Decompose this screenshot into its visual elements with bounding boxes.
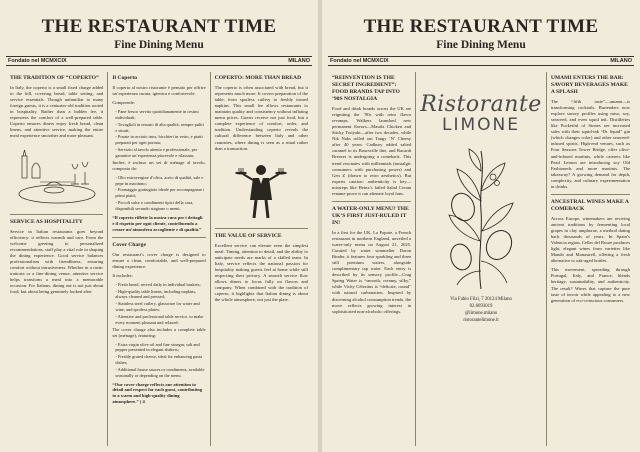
left-page: [0, 0, 318, 452]
list-item: - Posate in acciaio inox, bicchieri in vetro, e piatti preparati per ogni portata;: [115, 134, 203, 146]
article-heading: THE VALUE OF SERVICE: [214, 232, 282, 239]
article-heading: Il Coperto: [112, 75, 138, 81]
article-text: Food and drink brands across the UK are reigniting the ’90s with retro flavor revamps. Walkers launched new permanent flavors—Masala Chicken and Sticky Teriyaki—after two decades, while Nik Naks rolled out Tangy ’N’ Cheesy after 40 years. Cadbury added salted caramel to its Boursville line, and Bacardi Breezer is undergoing a comeback. This trend resonates with millennials (nostalgic consumers with purchasing power) and Gen Z (drawn to retro aesthetics). But experts caution: authenticity is key—missteps like Heinz’s failed Salad Cream rename prove it can alienate loyal fans.: [332, 105, 412, 196]
article-heading: THE TRADITION OF “COPERTO”: [10, 75, 99, 81]
city-label: MILANO: [610, 58, 632, 64]
right-column-2: [415, 72, 546, 446]
list-item: - Attentive and professional table service, to make every moment pleasant and relaxed;: [115, 313, 204, 325]
left-column-2: [107, 72, 209, 446]
masthead-bar: [328, 56, 634, 66]
masthead-subtitle: Fine Dining Menu: [114, 39, 204, 51]
divider: [215, 228, 308, 229]
list-item: - Fresh bread, served daily in individual baskets;: [115, 281, 201, 287]
list-item: - Piccoli salse o condimenti tipici della casa, disponibili secondo stagione o menù.: [115, 200, 194, 211]
masthead-bar: [6, 56, 312, 66]
article-heading: UMAMI ENTERS THE BAR: SAVORY BEVERAGES MAKE A SPLASH: [550, 75, 628, 95]
article-text: This movement, spreading through Portugal, Italy, and France, blends heritage, sustainability, and authenticity. The result? Wines that capture the pure taste of terroir while appealing to a new generation of eco-conscious consumers.: [550, 267, 631, 303]
divider: [332, 201, 411, 202]
lemon-branch-illustration: [437, 141, 525, 291]
list-item: - Stainless steel cutlery, glassware for water and wine, and spotless plates;: [115, 301, 200, 313]
social-handle: @limone.milano: [464, 310, 498, 316]
masthead-subtitle: Fine Dining Menu: [436, 39, 526, 51]
list-item: - High-quality table linens, including napkins, always cleaned and pressed;: [115, 288, 197, 300]
right-column-3: [546, 72, 634, 446]
left-column-3: [210, 72, 312, 446]
article-text: Comprende:: [112, 100, 136, 106]
list-item: - Servizio al tavolo attento e professionale, per garantire un’esperienza piacevole e rilassata;: [115, 147, 198, 158]
article-text: It includes:: [112, 272, 133, 278]
article-text: The coperto is often associated with bread, but it represents much more. It covers preparation of the table, from spotless cutlery to freshly ironed napkins. This small fee allows restaurants to maintain quality and consistency without inflating menu prices. Guests receive not just food, but a complete experience of comfort, order, and tradition. Understanding coperto reveals the cultural difference between Italy and other countries, where dining is seen as a ritual rather than a transaction.: [214, 84, 308, 151]
left-column-1: [6, 72, 107, 446]
website-link: ristorantelimone.it: [463, 317, 499, 323]
right-column-1: [328, 72, 415, 446]
list-item: - Olio extravergine d’oliva, aceto di qualità, sale e pepe in macinino;: [115, 174, 204, 186]
article-text: Across Europe, winemakers are reviving ancient traditions by fermenting local grapes in clay amphorae, a method dating back thousands of years. In Spain’s Valencia region, Celler del Roure produces light, elegant wines from varieties like Mandó and Monastrell, offering a fresh alternative to oak-aged bottles.: [550, 215, 631, 264]
logo-script-text: Ristorante: [420, 92, 542, 117]
list-item: - Tovaglioli in tessuto di alta qualità, sempre puliti e stirati;: [115, 121, 204, 133]
article-heading: “REINVENTION IS THE SECRET INGREDIENT”: FOOD BRANDS TAP INTO ’90S NOSTALGIA: [332, 75, 400, 102]
list-item: - Extra virgin olive oil and fine vinegar, salt and pepper presented in elegant shakers;: [115, 341, 200, 353]
divider: [551, 194, 630, 195]
masthead-title: THE RESTAURANT TIME: [41, 16, 277, 37]
quote-text: “Il coperto riflette la nostra cura per i dettagli e il rispetto per ogni cliente, contribuendo a creare un’atmosfera accogliente e di qualità.”: [112, 214, 203, 232]
masthead-title: THE RESTAURANT TIME: [363, 16, 599, 37]
address-block: [420, 297, 542, 325]
left-columns: [6, 72, 312, 446]
founded-label: Fondato nel MCMXCIX: [8, 58, 67, 64]
waiter-illustration: [231, 158, 291, 222]
article-heading: COPERTO: MORE THAN BREAD: [214, 75, 302, 81]
article-heading: A WATER-ONLY MENU? THE UK’S FIRST JUST-RULED IT IN!: [332, 205, 409, 226]
founded-label: Fondato nel MCMXCIX: [330, 58, 389, 64]
logo-caps-text: LIMONE: [442, 115, 520, 135]
article-text: In Italy, the coperto is a small fixed charge added to the bill, covering bread, table setting, and service essentials. Though unfamiliar to many foreign guests, it is a centuries-old tradition rooted in hospitality. Rather than a hidden fee, it represents the comfort of a well-prepared table. Coperto ensures diners enjoy fresh bread, clean linens, and attentive service, making the entire meal experience smoother and more pleasant.: [10, 84, 104, 139]
table-setting-illustration: [16, 146, 98, 208]
list-item: - Formaggio grattugiato ideale per accompagnare i primi piatti;: [115, 187, 205, 199]
article-heading: ANCESTRAL WINES MAKE A COMEBACK: [550, 198, 629, 212]
right-columns: [328, 72, 634, 446]
article-text: In a first for the UK, La Popote, a French restaurant in northern England, unveiled a water-only menu on August 21, 2025. Curated by water sommelier Doron Binder, it features four sparkling and three still premium waters, alongside complimentary tap water. Each entry is described by its sensory profile—Crag Spring Water is “smooth, creamy, silky,” while Vichy Célestins is “delicate, round” with natural carbonation. Inspired by discerning alcohol consumption trends, the move reflects growing interest in sophisticated non-alcoholic offerings.: [332, 229, 412, 314]
address-line: Via Fabio Filzi, 7 20124 Milano: [450, 297, 512, 302]
article-text: Service in Italian restaurants goes beyond efficiency: it reflects warmth and care. From the welcome greeting to personalized recommendations, staff play a vital role in shaping the dining experience. Good service balances professionalism with friendliness, ensuring comfort without intrusiveness. Whether in a rustic trattoria or a fine-dining venue, attentive service helps transform a meal into a memorable occasion. For Italians, dining out is not just about food, but about being genuinely looked after.: [10, 228, 104, 295]
article-text: The “fifth taste”—umami—is transforming cocktails. Bartenders now explore savory profiles using miso, soy, seaweed, and even squid ink. Distilleries like Pocketful of Stones see increased sales with their squid-ink “Dr Squid” gin (which changes color) and other seaweed-infused spirits. High-end venues, such as Four Seasons Tower Bridge, offer olive-and-infused martinis, while caterers like Pearl Lemon are introducing soy Old Fashioneds and more martinis. The takeaway? A growing demand for depth, complexity, and culinary experimentation in drinks.: [550, 98, 631, 189]
list-item: - Additional house sauces or condiments, available seasonally or depending on the menu.: [115, 366, 205, 378]
article-heading: Cover Charge: [112, 241, 146, 248]
article-text: Our restaurant’s cover charge is designed to ensure a clean, comfortable, and well-prepared dining experience.: [112, 251, 206, 269]
quote-text: “Our cover charge reflects our attention to detail and respect for each guest, contributing to a warm and high-quality dining atmosphere.” ( 4: [112, 381, 203, 405]
article-text: The cover charge also includes a complete table set (ménage), featuring:: [112, 326, 206, 338]
divider: [10, 214, 103, 215]
divider: [112, 237, 205, 238]
phone-number: 02.6693019: [469, 303, 493, 309]
restaurant-logo: [420, 92, 542, 135]
article-heading: SERVICE AS HOSPITALITY: [10, 218, 83, 225]
article-text: Inoltre, è incluso un set di ménage al tavolo, composto da:: [112, 159, 206, 171]
article-text: Excellent service can elevate even the simplest meal. Timing, attention to detail, and the ability to anticipate needs are marks of a skilled team. In Italy, service reflects the national passion for hospitality making guests feel at home while still respecting their privacy. A smooth service flow allows diners to focus fully on flavors and company. When combined with the tradition of coperto, it highlights that Italian dining is about the whole atmosphere, not just the plate.: [214, 242, 308, 303]
article-text: Il coperto al nostro ristorante è pensato per offrire un’esperienza curata, igienica e confortevole.: [112, 84, 206, 97]
right-page: [322, 0, 640, 452]
list-item: - Freshly grated cheese, ideal for enhancing pasta dishes;: [115, 354, 203, 366]
list-item: - Pane fresco servito quotidianamente in cestini individuali;: [115, 109, 199, 120]
city-label: MILANO: [288, 58, 310, 64]
